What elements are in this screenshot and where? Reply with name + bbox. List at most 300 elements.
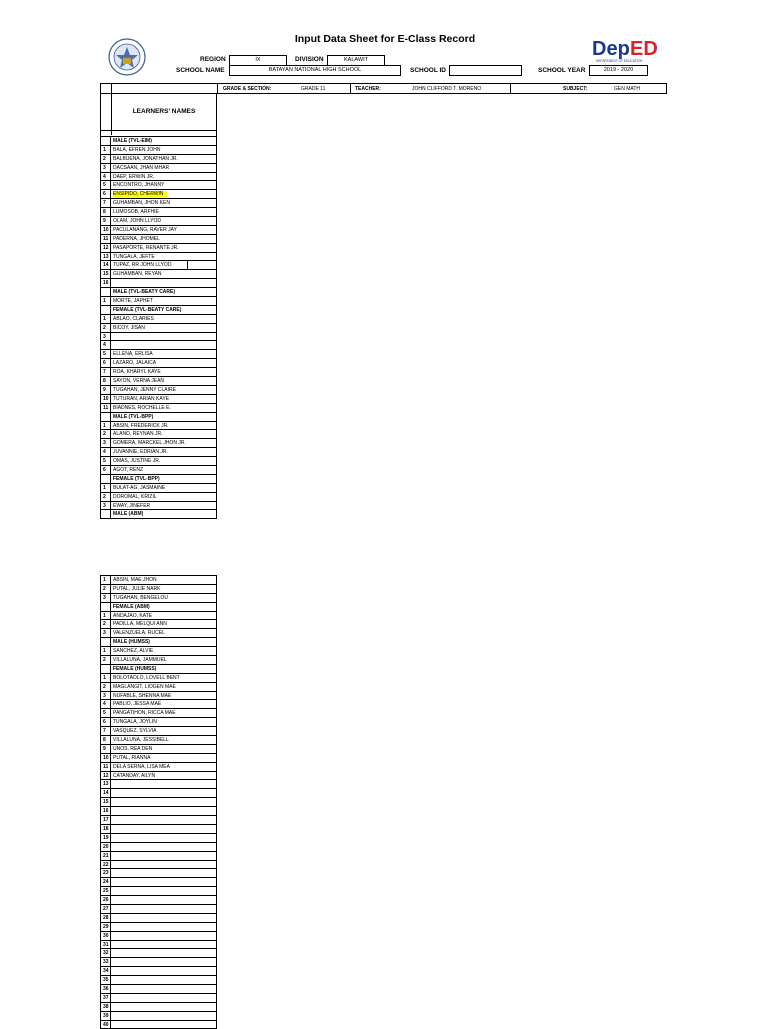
row-number: 1 — [101, 422, 111, 430]
learner-row[interactable] — [101, 493, 216, 502]
learner-row[interactable] — [101, 359, 216, 368]
row-number: 26 — [101, 896, 111, 904]
highlighted-name: ENSIPIDO, CHERWIN — [113, 191, 167, 197]
learner-name[interactable] — [112, 315, 216, 323]
learner-name[interactable] — [112, 612, 216, 620]
name-text: MALE (TVL-BEATY CARE) — [113, 289, 176, 296]
group-header-label[interactable] — [112, 306, 216, 314]
name-text: PUTAL, JULIE NARK — [113, 585, 161, 592]
learner-row[interactable] — [101, 869, 216, 878]
name-text: BIADNES, ROCHELLE E. — [113, 404, 171, 411]
learner-name[interactable] — [112, 164, 216, 172]
row-number: 29 — [101, 923, 111, 931]
name-text: PASAPORTE, RENANTE JR. — [113, 244, 179, 251]
learner-row[interactable] — [101, 727, 216, 736]
learner-name[interactable] — [112, 852, 216, 860]
learner-row[interactable] — [101, 798, 216, 807]
name-text: OMAS, JUSTINE JR. — [113, 458, 161, 465]
learner-row[interactable] — [101, 985, 216, 994]
row-number: 4 — [101, 700, 111, 708]
learner-row[interactable] — [101, 861, 216, 870]
learner-row[interactable] — [101, 932, 216, 941]
learner-row[interactable] — [101, 217, 216, 226]
group-header-row[interactable] — [101, 413, 216, 422]
learner-row[interactable] — [101, 629, 216, 638]
learner-name[interactable] — [112, 825, 216, 833]
learner-name[interactable] — [112, 270, 216, 278]
learner-row[interactable] — [101, 315, 216, 324]
row-number: 3 — [101, 629, 111, 637]
learner-name[interactable] — [112, 843, 216, 851]
name-text: GUHAMBAN, JHON KEN — [113, 200, 170, 207]
learner-name[interactable] — [112, 861, 216, 869]
row-number — [101, 638, 111, 646]
name-text: TUNGALA, JEFTE — [113, 253, 155, 260]
row-number: 1 — [101, 674, 111, 682]
group-header-label[interactable] — [112, 638, 216, 646]
row-number: 14 — [101, 789, 111, 797]
learner-name[interactable] — [112, 502, 216, 510]
page-title: Input Data Sheet for E-Class Record — [294, 33, 476, 45]
name-text: UNOS, REA DEN — [113, 745, 153, 752]
learner-row[interactable] — [101, 199, 216, 208]
group-header-row[interactable] — [101, 306, 216, 315]
name-text: TUGAHAN, JENNY CLAIRE — [113, 386, 176, 393]
learner-row[interactable] — [101, 620, 216, 629]
name-text: LUMOSOB, ARFHIE — [113, 209, 159, 216]
learner-row[interactable] — [101, 386, 216, 395]
row-number: 17 — [101, 816, 111, 824]
learner-name[interactable] — [112, 620, 216, 628]
school-id-field[interactable] — [449, 65, 522, 76]
learner-name[interactable] — [112, 905, 216, 913]
learner-row[interactable] — [101, 466, 216, 475]
learner-name[interactable] — [112, 914, 216, 922]
row-number: 16 — [101, 279, 111, 287]
row-number: 15 — [101, 270, 111, 278]
learner-name[interactable] — [112, 807, 216, 815]
learner-name[interactable] — [112, 190, 216, 198]
learner-row[interactable] — [101, 279, 216, 288]
row-number: 33 — [101, 958, 111, 966]
learner-name[interactable] — [112, 484, 216, 492]
deped-seal-logo — [108, 38, 146, 76]
learner-name[interactable] — [112, 359, 216, 367]
learner-name[interactable] — [112, 754, 216, 762]
learner-row[interactable] — [101, 350, 216, 359]
learner-row[interactable] — [101, 745, 216, 754]
learner-row[interactable] — [101, 834, 216, 843]
group-header-label[interactable] — [112, 137, 216, 145]
learner-row[interactable] — [101, 807, 216, 816]
deped-logo — [590, 35, 670, 65]
learner-row[interactable] — [101, 976, 216, 985]
group-header-label[interactable] — [112, 510, 216, 518]
learner-name[interactable] — [112, 430, 216, 438]
learner-name[interactable] — [112, 439, 216, 447]
learner-row[interactable] — [101, 941, 216, 950]
name-text: DOROMAL, KRIZIL — [113, 493, 157, 500]
learner-row[interactable] — [101, 923, 216, 932]
learner-name[interactable] — [112, 1021, 216, 1029]
group-header-row[interactable] — [101, 288, 216, 297]
learner-row[interactable] — [101, 878, 216, 887]
learner-row[interactable] — [101, 612, 216, 621]
learner-name[interactable] — [112, 404, 216, 412]
learner-name[interactable] — [112, 261, 216, 269]
school-id-label: SCHOOL ID — [410, 67, 446, 74]
learner-row[interactable] — [101, 261, 216, 270]
learner-row[interactable] — [101, 905, 216, 914]
learner-row[interactable] — [101, 576, 216, 585]
learner-name[interactable] — [112, 985, 216, 993]
learner-name[interactable] — [112, 341, 216, 349]
row-number: 20 — [101, 843, 111, 851]
learner-name[interactable] — [112, 772, 216, 780]
division-field[interactable]: KALAWIT — [327, 55, 385, 66]
row-number: 21 — [101, 852, 111, 860]
learner-row[interactable] — [101, 1003, 216, 1012]
row-number: 2 — [101, 683, 111, 691]
name-text: MALE (HUMSS) — [113, 639, 150, 646]
name-text: DELA SERNA, LISA MEA — [113, 763, 170, 770]
row-number — [101, 306, 111, 314]
learner-row[interactable] — [101, 155, 216, 164]
school-name-label: SCHOOL NAME — [176, 67, 225, 74]
learner-name[interactable] — [112, 647, 216, 655]
row-number: 6 — [101, 466, 111, 474]
name-text: BICOY, JISAN — [113, 324, 145, 331]
row-number — [101, 510, 111, 518]
learner-row[interactable] — [101, 297, 216, 306]
learner-row[interactable] — [101, 958, 216, 967]
row-number: 24 — [101, 878, 111, 886]
group-header-row[interactable] — [101, 603, 216, 612]
learner-row[interactable] — [101, 244, 216, 253]
division-label: DIVISION — [295, 56, 324, 63]
row-number: 30 — [101, 932, 111, 940]
learner-name[interactable] — [112, 692, 216, 700]
row-number: 11 — [101, 404, 111, 412]
learner-name[interactable] — [112, 217, 216, 225]
learner-row[interactable] — [101, 253, 216, 262]
learner-name[interactable] — [112, 244, 216, 252]
name-text: DACSAAN, JHAN MHAR — [113, 164, 170, 171]
grade-section-value[interactable]: GRADE 11 — [301, 86, 326, 92]
name-text: FEMALE (ABM) — [113, 603, 150, 610]
learner-name[interactable] — [112, 594, 216, 602]
learner-name[interactable] — [112, 173, 216, 181]
learner-name[interactable] — [112, 976, 216, 984]
row-number: 38 — [101, 1003, 111, 1011]
name-text: VILLALUNA, JAMMUEL — [113, 657, 167, 664]
row-number: 3 — [101, 164, 111, 172]
learner-row[interactable] — [101, 270, 216, 279]
group-header-label[interactable] — [112, 475, 216, 483]
group-header-label[interactable] — [112, 413, 216, 421]
learner-row[interactable] — [101, 896, 216, 905]
learner-row[interactable] — [101, 736, 216, 745]
learner-name[interactable] — [112, 350, 216, 358]
learner-name[interactable] — [112, 887, 216, 895]
row-number — [101, 137, 111, 145]
group-header-row[interactable] — [101, 665, 216, 674]
learner-row[interactable] — [101, 718, 216, 727]
row-number: 10 — [101, 754, 111, 762]
learner-row[interactable] — [101, 208, 216, 217]
name-text: GOMERA, MARCKEL JHON JR. — [113, 440, 186, 447]
learner-row[interactable] — [101, 816, 216, 825]
learner-row[interactable] — [101, 789, 216, 798]
learner-name[interactable] — [112, 146, 216, 154]
learner-row[interactable] — [101, 994, 216, 1003]
learner-name[interactable] — [112, 333, 216, 341]
learner-name[interactable] — [112, 629, 216, 637]
learner-row[interactable] — [101, 439, 216, 448]
learner-name[interactable] — [112, 324, 216, 332]
learner-name[interactable] — [112, 816, 216, 824]
learner-row[interactable] — [101, 825, 216, 834]
learner-row[interactable] — [101, 377, 216, 386]
row-number: 27 — [101, 905, 111, 913]
row-number: 13 — [101, 253, 111, 261]
learner-name[interactable] — [112, 745, 216, 753]
row-number: 4 — [101, 173, 111, 181]
learner-name[interactable] — [112, 448, 216, 456]
row-number: 6 — [101, 718, 111, 726]
learner-row[interactable] — [101, 395, 216, 404]
learner-name[interactable] — [112, 878, 216, 886]
learner-row[interactable] — [101, 656, 216, 665]
learner-name[interactable] — [112, 493, 216, 501]
region-label: REGION — [200, 56, 226, 63]
learner-name[interactable] — [112, 208, 216, 216]
learner-name[interactable] — [112, 576, 216, 584]
learner-name[interactable] — [112, 253, 216, 261]
group-header-row[interactable] — [101, 137, 216, 146]
name-text: FEMALE (TVL-BPP) — [113, 475, 160, 482]
group-header-label[interactable] — [112, 665, 216, 673]
learner-name[interactable] — [112, 377, 216, 385]
row-number — [101, 665, 111, 673]
learner-row[interactable] — [101, 949, 216, 958]
learner-row[interactable] — [101, 674, 216, 683]
row-number: 2 — [101, 656, 111, 664]
learner-row[interactable] — [101, 164, 216, 173]
learner-row[interactable] — [101, 914, 216, 923]
learner-name[interactable] — [112, 932, 216, 940]
learner-row[interactable] — [101, 772, 216, 781]
learner-name[interactable] — [112, 368, 216, 376]
learner-row[interactable] — [101, 700, 216, 709]
row-number: 10 — [101, 395, 111, 403]
name-text: ABSIN, MAE JHON — [113, 577, 157, 583]
group-header-row[interactable] — [101, 510, 216, 519]
learner-row[interactable] — [101, 843, 216, 852]
learner-name[interactable] — [112, 789, 216, 797]
learner-row[interactable] — [101, 235, 216, 244]
row-number: 1 — [101, 612, 111, 620]
learner-name[interactable] — [112, 199, 216, 207]
name-text: PUTAL, RIANNA — [113, 754, 151, 761]
row-number: 2 — [101, 493, 111, 501]
row-number: 7 — [101, 199, 111, 207]
learner-name[interactable] — [112, 585, 216, 593]
row-number: 3 — [101, 594, 111, 602]
group-header-row[interactable] — [101, 638, 216, 647]
row-number: 7 — [101, 368, 111, 376]
row-number: 6 — [101, 359, 111, 367]
name-text: MALE (TVL-EIM) — [113, 138, 152, 144]
learner-name[interactable] — [112, 226, 216, 234]
learner-name[interactable] — [112, 709, 216, 717]
name-text: PADILLA, MELQUI ANN — [113, 621, 167, 628]
learner-name[interactable] — [112, 967, 216, 975]
row-number: 11 — [101, 763, 111, 771]
learner-name[interactable] — [112, 297, 216, 305]
name-text: VALENZUELA, RUCEL — [113, 630, 165, 637]
row-number: 39 — [101, 1012, 111, 1020]
name-text: EWAY, JINEFER — [113, 502, 151, 509]
learner-row[interactable] — [101, 647, 216, 656]
learner-row[interactable] — [101, 502, 216, 511]
learner-row[interactable] — [101, 430, 216, 439]
learner-row[interactable] — [101, 683, 216, 692]
learner-row[interactable] — [101, 754, 216, 763]
learner-name[interactable] — [112, 727, 216, 735]
learner-row[interactable] — [101, 457, 216, 466]
name-text: TUTURAN, ARIAN KAYE — [113, 395, 170, 402]
name-text: DAEP, ERWIN JR. — [113, 173, 155, 180]
learner-name[interactable] — [112, 923, 216, 931]
row-number: 25 — [101, 887, 111, 895]
learner-name[interactable] — [112, 869, 216, 877]
learner-name[interactable] — [112, 422, 216, 430]
row-number: 40 — [101, 1021, 111, 1029]
learner-name[interactable] — [112, 798, 216, 806]
learner-name[interactable] — [112, 763, 216, 771]
learner-row[interactable] — [101, 709, 216, 718]
learner-name[interactable] — [112, 1003, 216, 1011]
learner-name[interactable] — [112, 1012, 216, 1020]
row-number: 36 — [101, 985, 111, 993]
name-text: SANCHEZ, ALVIE — [113, 648, 154, 655]
learner-row[interactable] — [101, 341, 216, 350]
learner-name[interactable] — [112, 466, 216, 474]
row-number: 3 — [101, 502, 111, 510]
subject-label: SUBJECT: — [563, 86, 588, 92]
name-text: FEMALE (HUMSS) — [113, 665, 157, 672]
row-number: 4 — [101, 448, 111, 456]
region-field[interactable]: IX — [229, 55, 287, 66]
learner-row[interactable] — [101, 368, 216, 377]
name-text: PABLIO, JESSA MAE — [113, 701, 162, 708]
learner-row[interactable] — [101, 763, 216, 772]
learner-row[interactable] — [101, 967, 216, 976]
name-text: GUHAMBAN, REYAN — [113, 271, 162, 278]
learner-name[interactable] — [112, 834, 216, 842]
learner-row[interactable] — [101, 333, 216, 342]
group-header-label[interactable] — [112, 288, 216, 296]
subject-value[interactable]: GEN MATH — [614, 86, 641, 92]
learner-row[interactable] — [101, 484, 216, 493]
learner-row[interactable] — [101, 594, 216, 603]
learner-name[interactable] — [112, 457, 216, 465]
learner-row[interactable] — [101, 1012, 216, 1021]
teacher-value[interactable]: JOHN CLIFFORD T. MORENO — [412, 86, 482, 92]
row-number: 8 — [101, 208, 111, 216]
learner-name[interactable] — [112, 700, 216, 708]
learner-name[interactable] — [112, 279, 216, 287]
learner-name[interactable] — [112, 780, 216, 788]
learner-name[interactable] — [112, 896, 216, 904]
row-number: 2 — [101, 620, 111, 628]
row-number: 2 — [101, 585, 111, 593]
learner-row[interactable] — [101, 181, 216, 190]
learner-row[interactable] — [101, 585, 216, 594]
row-number: 5 — [101, 457, 111, 465]
learner-name[interactable] — [112, 736, 216, 744]
learner-row[interactable] — [101, 404, 216, 413]
name-text: ANDAJAO, KATE — [113, 612, 153, 619]
school-name-field[interactable]: BATAYAN NATIONAL HIGH SCHOOL — [229, 65, 401, 76]
name-text: ABSIN, FREDERICK JR. — [113, 422, 169, 429]
learner-name[interactable] — [112, 941, 216, 949]
learner-name[interactable] — [112, 958, 216, 966]
learner-row[interactable] — [101, 226, 216, 235]
learner-name[interactable] — [112, 656, 216, 664]
learner-name[interactable] — [112, 683, 216, 691]
name-text: JUVANNIE, EDRIAN JR. — [113, 449, 168, 456]
learner-name[interactable] — [112, 674, 216, 682]
name-text: BALA, EFREN JOHN — [113, 146, 161, 153]
row-number — [101, 288, 111, 296]
learner-row[interactable] — [101, 448, 216, 457]
group-header-label[interactable] — [112, 603, 216, 611]
learner-row[interactable] — [101, 146, 216, 155]
learner-name[interactable] — [112, 395, 216, 403]
learner-row[interactable] — [101, 887, 216, 896]
learner-name[interactable] — [112, 994, 216, 1002]
row-number: 2 — [101, 430, 111, 438]
row-number: 5 — [101, 350, 111, 358]
learner-name[interactable] — [112, 386, 216, 394]
row-number: 5 — [101, 709, 111, 717]
learner-row[interactable] — [101, 173, 216, 182]
school-year-field[interactable]: 2019 - 2020 — [589, 65, 648, 76]
row-number: 8 — [101, 377, 111, 385]
learner-row[interactable] — [101, 780, 216, 789]
learner-name[interactable] — [112, 235, 216, 243]
name-text: BULAT-AG, JASMAINE — [113, 484, 166, 491]
name-text: ALANO, REYNAN JR. — [113, 431, 163, 438]
learner-row[interactable] — [101, 324, 216, 333]
learner-row[interactable] — [101, 1021, 216, 1029]
learner-name[interactable] — [112, 181, 216, 189]
learner-name[interactable] — [112, 718, 216, 726]
row-number: 3 — [101, 333, 111, 341]
group-header-row[interactable] — [101, 475, 216, 484]
learner-row[interactable] — [101, 422, 216, 431]
name-text: BOLOTAOLO, LOVELL BENT — [113, 674, 180, 681]
name-text: NUFABLE, SHENNA MAE — [113, 692, 172, 699]
learner-name[interactable] — [112, 949, 216, 957]
learner-name[interactable] — [112, 155, 216, 163]
learner-row[interactable] — [101, 190, 216, 199]
row-number: 32 — [101, 949, 111, 957]
learner-row[interactable] — [101, 692, 216, 701]
learner-row[interactable] — [101, 852, 216, 861]
